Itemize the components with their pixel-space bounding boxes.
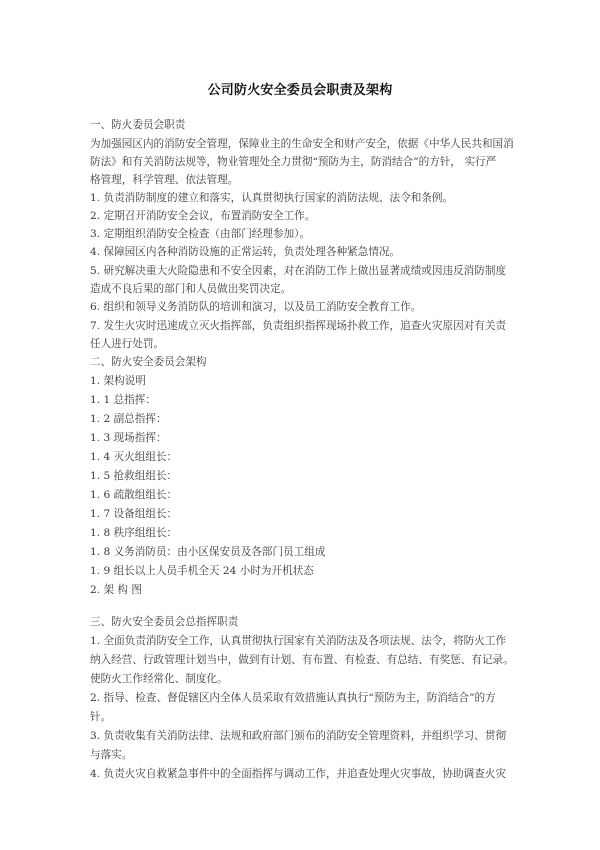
section1-intro-line: 为加强园区内的消防安全管理，保障业主的生命安全和财产安全，依据《中华人民共和国消 [90, 138, 514, 150]
section2-line: 1. 9 组长以上人员手机全天 24 小时为开机状态 [90, 565, 314, 577]
section2-line: 1. 8 义务消防员：由小区保安员及各部门员工组成 [90, 546, 326, 558]
section3-item: 2. 指导、检查、督促辖区内全体人员采取有效措施认真执行“预防为主，防消结合”的方 [90, 692, 496, 704]
section3-item: 4. 负责火灾自救紧急事件中的全面指挥与调动工作，并追查处理火灾事故，协助调查火灾 [90, 768, 507, 780]
section1-heading: 一、防火委员会职责 [90, 119, 186, 131]
section1-item-continued: 任人进行处罚。 [90, 338, 165, 350]
section1-item: 7. 发生火灾时迅速成立灭火指挥部，负责组织指挥现场扑救工作，追查火灾原因对有关责 [90, 320, 507, 332]
section2-heading: 二、防火安全委员会架构 [90, 356, 207, 368]
section1-item: 3. 定期组织消防安全检查（由部门经理参加）。 [90, 228, 311, 240]
section1-item: 4. 保障园区内各种消防设施的正常运转，负责处理各种紧急情况。 [90, 246, 401, 258]
section2-line: 1. 3 现场指挥： [90, 432, 167, 444]
section2-line: 1. 架构说明 [90, 375, 146, 387]
section3-item-continued: 针。 [90, 711, 112, 723]
section1-intro-line: 防法》和有关消防法规等，物业管理处全力贯彻“预防为主，防消结合”的方针， 实行严 [90, 156, 497, 168]
section2-line: 2. 架 构 图 [90, 584, 142, 596]
section1-intro-line: 格管理，科学管理、依法管理。 [90, 174, 239, 186]
section3-item-continued: 纳入经营、行政管理计划当中，做到有计划、有布置、有检查、有总结、有奖惩、有记录。 [90, 654, 514, 666]
section3-item: 1. 全面负责消防安全工作，认真贯彻执行国家有关消防法及各项法规、法令，将防火工作 [90, 635, 507, 647]
section3-item-continued: 使防火工作经常化、制度化。 [90, 673, 228, 685]
section2-line: 1. 2 副总指挥： [90, 413, 167, 425]
section1-item: 5. 研究解决重大火险隐患和不安全因素，对在消防工作上做出显著成绩或因违反消防制度 [90, 265, 507, 277]
section2-line: 1. 1 总指挥： [90, 394, 156, 406]
section1-item: 6. 组织和领导义务消防队的培训和演习，以及员工消防安全教育工作。 [90, 301, 422, 313]
section1-item: 2. 定期召开消防安全会议，布置消防安全工作。 [90, 210, 316, 222]
section1-item: 1. 负责消防制度的建立和落实，认真贯彻执行国家的消防法规、法令和条例。 [90, 192, 454, 204]
section2-line: 1. 8 秩序组组长： [90, 527, 178, 539]
section2-line: 1. 4 灭火组组长： [90, 451, 178, 463]
document-title: 公司防火安全委员会职责及架构 [207, 83, 393, 98]
section3-heading: 三、防火安全委员会总指挥职责 [90, 616, 239, 628]
section2-line: 1. 7 设备组组长： [90, 508, 178, 520]
section2-line: 1. 6 疏散组组长： [90, 489, 178, 501]
section1-item-continued: 造成不良后果的部门和人员做出奖罚决定。 [90, 283, 292, 295]
section3-item-continued: 与落实。 [90, 749, 133, 761]
section2-line: 1. 5 抢救组组长： [90, 470, 178, 482]
section3-item: 3. 负责收集有关消防法律、法规和政府部门颁布的消防安全管理资料，并组织学习、贯彻 [90, 730, 507, 742]
